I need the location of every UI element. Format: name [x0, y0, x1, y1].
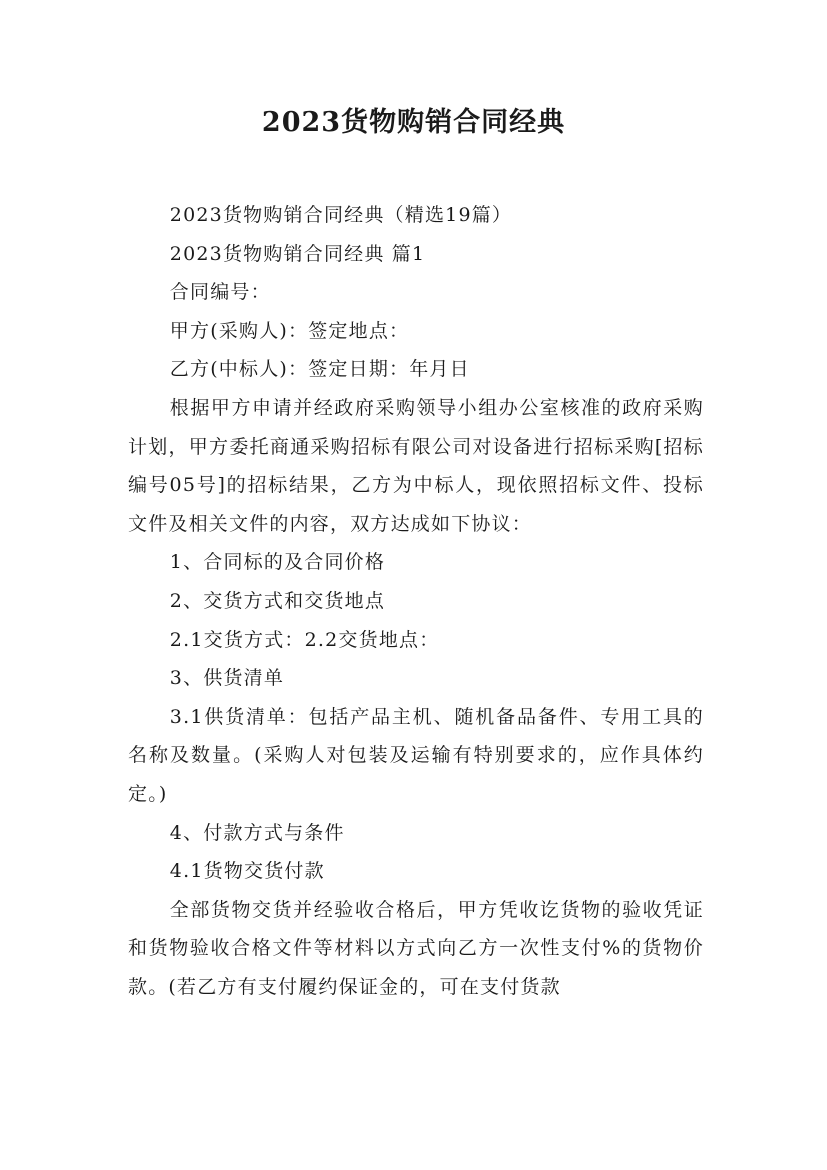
paragraph-section-3: 3、供货清单: [169, 667, 285, 690]
paragraph-section-2: 2、交货方式和交货地点: [169, 589, 386, 612]
document-title: 2023货物购销合同经典: [261, 107, 566, 138]
paragraph-section-2-1: 2.1交货方式：2.2交货地点：: [169, 628, 440, 651]
paragraph-part-heading: 2023货物购销合同经典 篇1: [169, 242, 426, 265]
paragraph-section-4-1: 4.1货物交货付款: [169, 860, 325, 883]
paragraph-party-b: 乙方(中标人)：签定日期：年月日: [169, 358, 470, 381]
paragraph-section-3-1: 3.1供货清单：包括产品主机、随机备品备件、专用工具的名称及数量。(采购人对包装及运输有特别要求的，应作具体约定。): [128, 705, 704, 805]
paragraph-party-a: 甲方(采购人)：签定地点：: [169, 319, 410, 342]
paragraph-payment-terms: 全部货物交货并经验收合格后，甲方凭收讫货物的验收凭证和货物验收合格文件等材料以方式向乙方一次性支付%的货物价款。(若乙方有支付履约保证金的，可在支付货款: [128, 898, 704, 998]
paragraph-subtitle: 2023货物购销合同经典（精选19篇）: [169, 204, 513, 226]
paragraph-preamble: 根据甲方申请并经政府采购领导小组办公室核准的政府采购计划，甲方委托商通采购招标有限公司对设备进行招标采购[招标编号05号]的招标结果，乙方为中标人，现依照招标文件、投标文件及相关文件的内容，双方达成如下协议：: [128, 396, 704, 535]
paragraph-contract-number: 合同编号：: [169, 281, 271, 304]
paragraph-section-1: 1、合同标的及合同价格: [169, 551, 386, 574]
paragraph-section-4: 4、付款方式与条件: [169, 821, 345, 844]
document-body: [128, 196, 704, 1006]
